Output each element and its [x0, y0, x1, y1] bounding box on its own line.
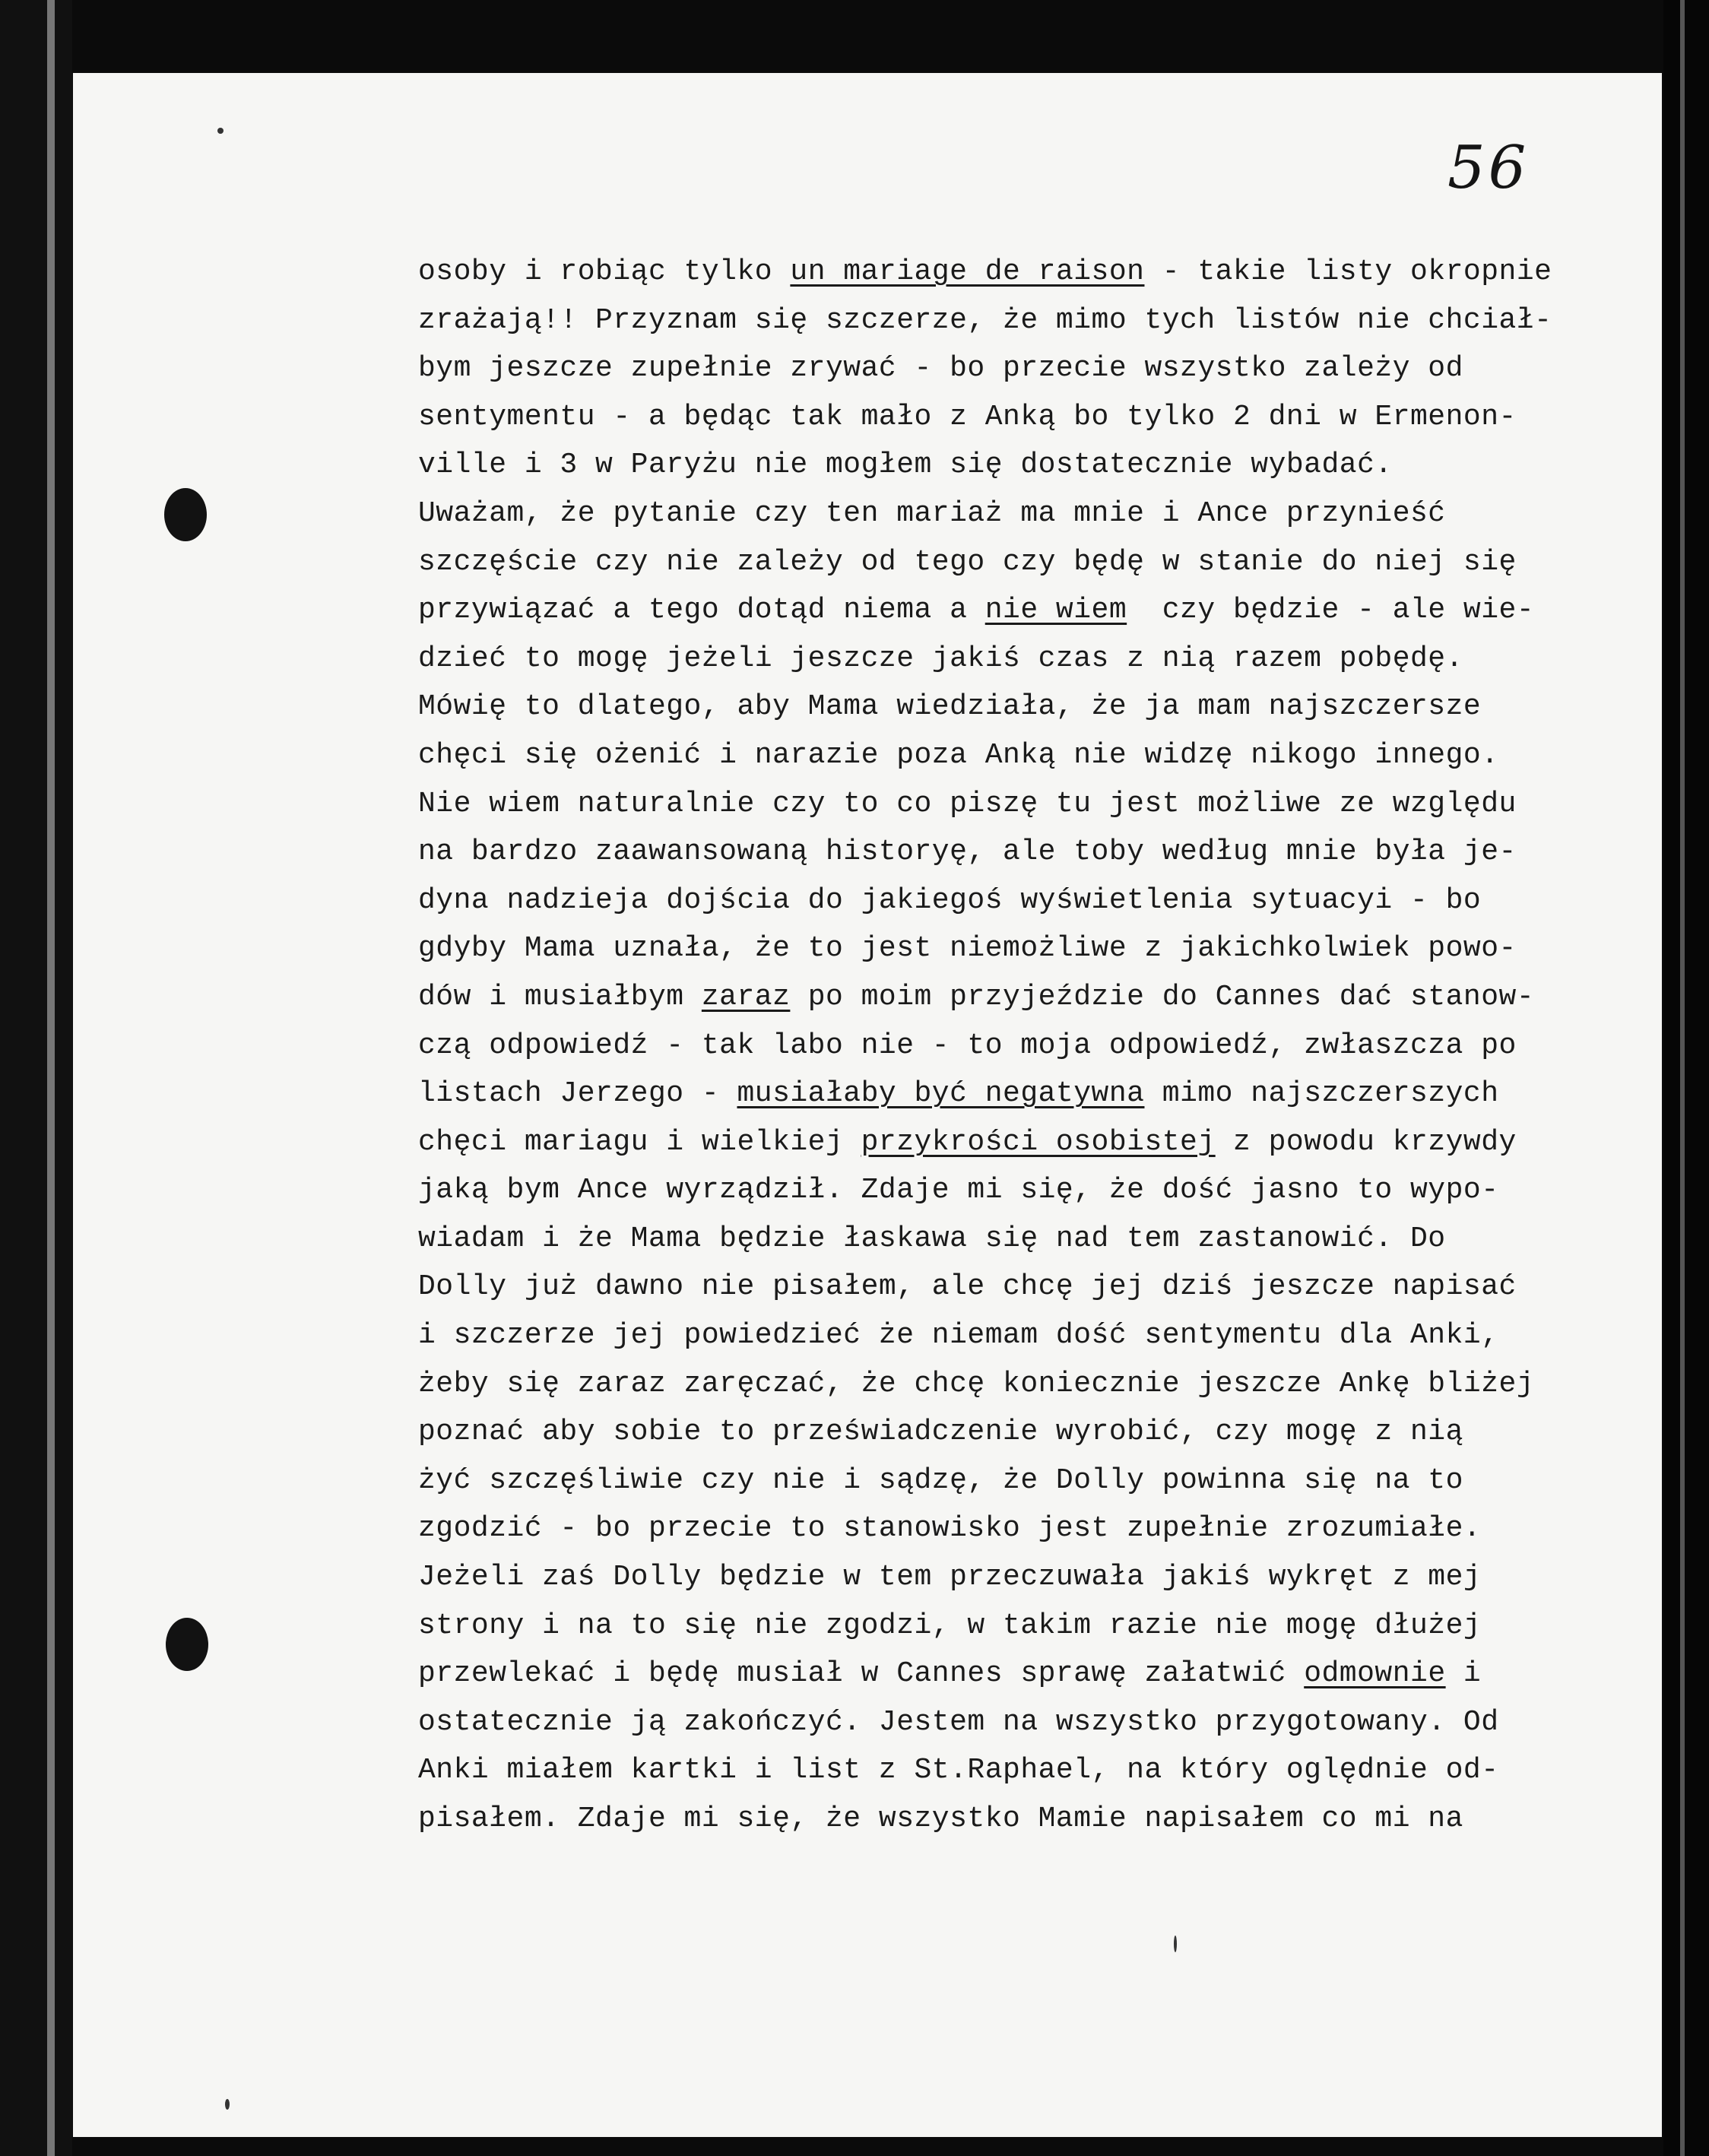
text-segment: i szczerze jej powiedzieć że niemam dość sentymentu dla Anki, — [418, 1319, 1499, 1352]
text-segment: chęci mariagu i wielkiej — [418, 1125, 861, 1159]
text-segment: mimo najszczerszych — [1144, 1077, 1499, 1111]
text-line — [418, 1553, 1709, 1602]
text-segment: - takie listy okropnie — [1144, 255, 1552, 288]
text-line — [418, 1215, 1709, 1263]
text-segment: przewlekać i będę musiał w Cannes sprawę załatwić — [418, 1657, 1305, 1691]
text-line — [418, 1022, 1709, 1070]
text-segment: poznać aby sobie to przeświadczenie wyrobić, czy mogę z nią — [418, 1416, 1463, 1449]
text-segment: zrażają!! Przyznam się szczerze, że mimo tych listów nie chciał- — [418, 303, 1552, 337]
text-line — [418, 1263, 1709, 1311]
text-line — [418, 1118, 1709, 1167]
text-segment: po moim przyjeździe do Cannes dać stanow- — [790, 980, 1535, 1013]
text-segment: żeby się zaraz zaręczać, że chcę koniecznie jeszcze Ankę bliżej — [418, 1367, 1535, 1400]
text-segment: chęci się ożenić i narazie poza Anką nie widzę nikogo innego. — [418, 738, 1499, 772]
text-line — [418, 924, 1709, 973]
text-segment: jaką bym Ance wyrządził. Zdaje mi się, że dość jasno to wypo- — [418, 1174, 1499, 1207]
text-segment: przywiązać a tego dotąd niema a — [418, 594, 985, 627]
underlined-phrase: odmownie — [1304, 1657, 1446, 1691]
typewritten-letter-page — [73, 73, 1662, 2137]
underlined-phrase: nie wiem — [984, 594, 1127, 627]
scan-speck — [1174, 1936, 1177, 1952]
text-segment: zgodzić - bo przecie to stanowisko jest zupełnie zrozumiałe. — [418, 1512, 1482, 1546]
text-line — [418, 973, 1709, 1022]
text-segment: dyna nadzieja dojścia do jakiegoś wyświetlenia sytuacyi - bo — [418, 883, 1482, 917]
text-segment: sentymentu - a będąc tak mało z Anką bo tylko 2 dni w Ermenon- — [418, 400, 1517, 433]
text-segment: żyć szczęśliwie czy nie i sądzę, że Dolly powinna się na to — [418, 1463, 1463, 1497]
text-segment: pisałem. Zdaje mi się, że wszystko Mamie napisałem co mi na — [418, 1802, 1463, 1835]
text-line — [418, 780, 1709, 829]
text-line — [418, 1311, 1709, 1360]
text-segment: czy będzie - ale wie- — [1127, 594, 1535, 627]
text-segment: Mówię to dlatego, aby Mama wiedziała, że ja mam najszczersze — [418, 690, 1482, 724]
scan-speck — [225, 2099, 230, 2110]
text-line — [418, 828, 1709, 877]
punch-hole-lower — [166, 1618, 208, 1671]
underlined-phrase: zaraz — [701, 980, 791, 1013]
text-segment: Anki miałem kartki i list z St.Raphael, na który oględnie od- — [418, 1754, 1499, 1787]
text-line — [418, 393, 1709, 442]
text-segment: listach Jerzego - — [418, 1077, 737, 1111]
text-segment: na bardzo zaawansowaną historyę, ale toby według mnie była je- — [418, 835, 1517, 869]
text-line — [418, 1070, 1709, 1118]
text-segment: dzieć to mogę jeżeli jeszcze jakiś czas z nią razem pobędę. — [418, 642, 1463, 675]
text-segment: osoby i robiąc tylko — [418, 255, 791, 288]
text-line — [418, 877, 1709, 925]
text-line — [418, 248, 1709, 296]
text-segment: czą odpowiedź - tak labo nie - to moja odpowiedź, zwłaszcza po — [418, 1029, 1517, 1062]
text-segment: ostatecznie ją zakończyć. Jestem na wszystko przygotowany. Od — [418, 1705, 1499, 1739]
text-segment: szczęście czy nie zależy od tego czy będę w stanie do niej się — [418, 545, 1517, 579]
underlined-phrase: przykrości osobistej — [861, 1125, 1216, 1159]
text-segment: wiadam i że Mama będzie łaskawa się nad tem zastanowić. Do — [418, 1222, 1446, 1255]
page-number: 56 — [1447, 134, 1530, 202]
text-segment: i — [1445, 1657, 1482, 1691]
text-line — [418, 635, 1709, 683]
text-line — [418, 683, 1709, 731]
text-line — [418, 1602, 1709, 1650]
scan-speck — [217, 128, 224, 134]
text-line — [418, 296, 1709, 345]
text-line — [418, 1166, 1709, 1215]
scan-left-edge — [0, 0, 72, 2156]
text-segment: Nie wiem naturalnie czy to co piszę tu jest możliwe ze względu — [418, 787, 1517, 820]
text-line — [418, 1360, 1709, 1409]
text-segment: Uważam, że pytanie czy ten mariaż ma mnie i Ance przynieść — [418, 496, 1446, 530]
text-line — [418, 1650, 1709, 1698]
letter-body — [418, 248, 1709, 1844]
text-segment: strony i na to się nie zgodzi, w takim razie nie mogę dłużej — [418, 1609, 1482, 1642]
text-line — [418, 490, 1709, 538]
text-line — [418, 1698, 1709, 1747]
text-line — [418, 538, 1709, 587]
text-segment: Jeżeli zaś Dolly będzie w tem przeczuwała jakiś wykręt z mej — [418, 1561, 1482, 1594]
text-line — [418, 586, 1709, 635]
text-segment: gdyby Mama uznała, że to jest niemożliwe z jakichkolwiek powo- — [418, 932, 1517, 965]
text-line — [418, 1795, 1709, 1844]
text-line — [418, 441, 1709, 490]
text-segment: dów i musiałbym — [418, 980, 702, 1013]
text-line — [418, 1746, 1709, 1795]
text-line — [418, 731, 1709, 780]
text-segment: bym jeszcze zupełnie zrywać - bo przecie wszystko zależy od — [418, 352, 1463, 385]
text-segment: ville i 3 w Paryżu nie mogłem się dostatecznie wybadać. — [418, 449, 1393, 482]
underlined-phrase: un mariage de raison — [790, 255, 1145, 288]
text-line — [418, 1457, 1709, 1505]
underlined-phrase: musiałaby być negatywna — [737, 1077, 1145, 1111]
text-line — [418, 344, 1709, 393]
punch-hole-upper — [164, 488, 207, 541]
text-line — [418, 1504, 1709, 1553]
text-segment: z powodu krzywdy — [1215, 1125, 1517, 1159]
text-line — [418, 1408, 1709, 1457]
text-segment: Dolly już dawno nie pisałem, ale chcę jej dziś jeszcze napisać — [418, 1270, 1517, 1304]
